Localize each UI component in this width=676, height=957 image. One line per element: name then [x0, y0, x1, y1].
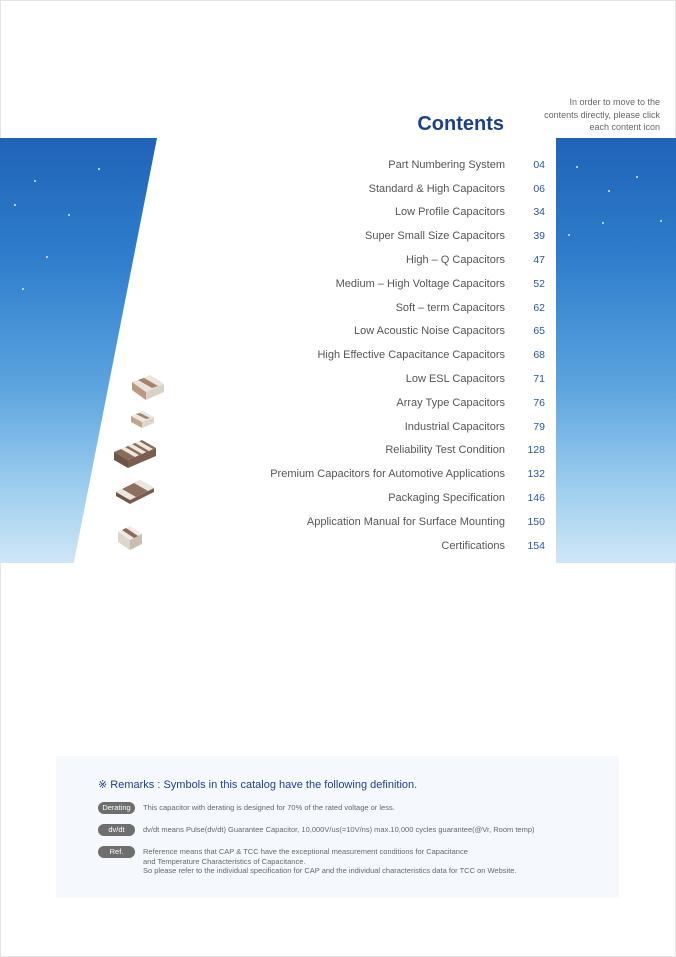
toc-item-super-small[interactable] [230, 224, 545, 248]
toc-item-medium-high-voltage[interactable] [230, 272, 545, 296]
toc-label: Low Profile Capacitors [394, 206, 505, 219]
toc-page-number: 76 [533, 396, 545, 409]
capacitor-chip-icon [114, 476, 156, 506]
toc-page-number: 52 [533, 277, 545, 290]
toc-item-low-acoustic-noise[interactable] [230, 320, 545, 344]
toc-label: Part Numbering System [388, 158, 505, 171]
dvdt-text: dv/dt means Pulse(dv/dt) Guarantee Capacitor, 10,000V/us(=10V/ns) max.10,000 cycles guarantee(@Vr, Room temp) [143, 825, 535, 834]
toc-page-number: 47 [533, 254, 545, 267]
toc-page-number: 39 [533, 230, 545, 243]
toc-page-number: 146 [527, 492, 545, 505]
toc-item-part-numbering[interactable] [230, 153, 545, 177]
remark-dvdt [98, 824, 535, 836]
remark-reference [98, 846, 517, 876]
capacitor-array-icon [112, 438, 158, 470]
navigation-hint: In order to move to the contents directly, please click each content icon [544, 97, 660, 132]
toc-item-packaging[interactable] [230, 486, 545, 510]
toc-page-number: 150 [527, 515, 545, 528]
toc-page-number: 34 [533, 206, 545, 219]
toc-label: Soft – term Capacitors [395, 301, 505, 314]
ref-text-line: Reference means that CAP & TCC have the exceptional measurement conditions for Capacitance [143, 847, 468, 856]
toc-label: Reliability Test Condition [385, 444, 505, 457]
remarks-title: ※ Remarks : Symbols in this catalog have the following definition. [98, 779, 418, 791]
page-title: Contents [417, 113, 504, 135]
dvdt-badge: dv/dt [98, 824, 135, 836]
toc-label: Certifications [441, 539, 505, 552]
ref-text [143, 846, 517, 876]
toc-item-premium-automotive[interactable] [230, 462, 545, 486]
toc-page-number: 65 [533, 325, 545, 338]
ref-text-line: and Temperature Characteristics of Capacitance. [143, 856, 306, 866]
remarks-box [56, 756, 619, 898]
capacitor-chip-icon [112, 520, 146, 554]
derating-badge: Derating [98, 802, 135, 814]
toc-page-number: 71 [533, 373, 545, 386]
right-sky-panel [556, 138, 676, 563]
toc-label: Medium – High Voltage Capacitors [335, 277, 505, 290]
toc-label: Standard & High Capacitors [368, 182, 505, 195]
capacitor-chip-icon [128, 408, 158, 430]
toc-item-low-profile[interactable] [230, 201, 545, 225]
toc-label: Low ESL Capacitors [405, 373, 505, 386]
toc-label: High Effective Capacitance Capacitors [317, 349, 505, 362]
toc-page-number: 128 [527, 444, 545, 457]
toc-item-low-esl[interactable] [230, 367, 545, 391]
toc-label: Premium Capacitors for Automotive Applications [270, 468, 505, 481]
toc-item-high-effective-capacitance[interactable] [230, 343, 545, 367]
toc-item-soft-term[interactable] [230, 296, 545, 320]
remark-derating [98, 802, 395, 814]
toc-label: High – Q Capacitors [405, 254, 505, 267]
toc-item-reliability-test[interactable] [230, 439, 545, 463]
capacitor-chip-icon [128, 372, 168, 402]
toc-label: Array Type Capacitors [396, 396, 505, 409]
toc-page-number: 79 [533, 420, 545, 433]
toc-page-number: 68 [533, 349, 545, 362]
ref-text-line: So please refer to the individual specification for CAP and the individual characteristics data for TCC on Website. [143, 866, 517, 876]
toc-item-industrial[interactable] [230, 415, 545, 439]
toc-item-standard-high[interactable] [230, 177, 545, 201]
toc-page-number: 06 [533, 182, 545, 195]
toc-page-number: 154 [527, 539, 545, 552]
ref-badge: Ref. [98, 846, 135, 858]
toc-item-certifications[interactable] [230, 534, 545, 558]
toc-item-array-type[interactable] [230, 391, 545, 415]
table-of-contents [230, 153, 545, 558]
toc-label: Low Acoustic Noise Capacitors [353, 325, 505, 338]
toc-label: Packaging Specification [388, 492, 505, 505]
toc-page-number: 04 [533, 158, 545, 171]
toc-item-application-manual[interactable] [230, 510, 545, 534]
derating-text: This capacitor with derating is designed for 70% of the rated voltage or less. [143, 803, 395, 812]
toc-item-high-q[interactable] [230, 248, 545, 272]
toc-page-number: 132 [527, 468, 545, 481]
toc-label: Industrial Capacitors [404, 420, 505, 433]
toc-label: Application Manual for Surface Mounting [306, 515, 505, 528]
toc-page-number: 62 [533, 301, 545, 314]
toc-label: Super Small Size Capacitors [364, 230, 505, 243]
